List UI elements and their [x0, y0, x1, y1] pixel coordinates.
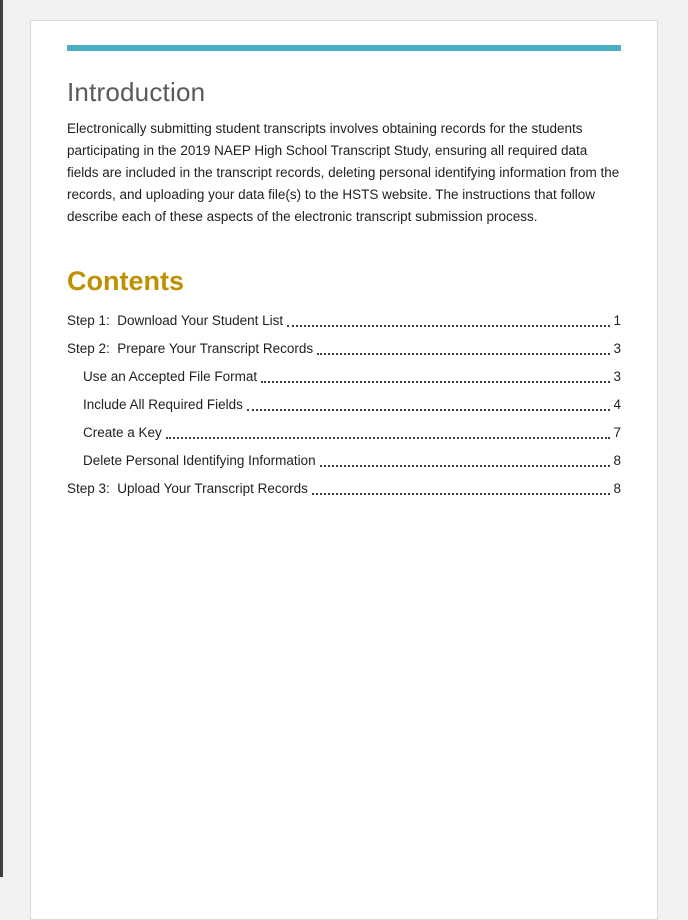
- toc-entry-label: Step 2: Prepare Your Transcript Records: [67, 341, 314, 356]
- toc-page-number: 8: [613, 481, 621, 496]
- toc-entry-label: Delete Personal Identifying Information: [83, 453, 316, 468]
- document-page: [30, 20, 658, 920]
- intro-paragraph: Electronically submitting student transcripts involves obtaining records for the students participating in the 2019 NAEP High School Transcript Study, ensuring all required data fields are included in the transcript records, deleting personal identifying information from the records, and uploading your data file(s) to the HSTS website. The instructions that follow describe each of these aspects of the electronic transcript submission process.: [67, 121, 620, 224]
- toc-entry-label: Create a Key: [83, 425, 162, 440]
- toc-dot-leader: [312, 493, 611, 495]
- toc-entry-step-1[interactable]: [67, 311, 621, 330]
- toc-dot-leader: [247, 409, 611, 411]
- toc-page-number: 3: [613, 369, 621, 384]
- toc-entry-label: Step 1: Download Your Student List: [67, 313, 284, 328]
- toc-page-number: 1: [613, 313, 621, 328]
- toc-dot-leader: [166, 437, 611, 439]
- toc-dot-leader: [320, 465, 611, 467]
- toc-dot-leader: [317, 353, 610, 355]
- toc-entry-accepted-file-format[interactable]: [67, 367, 621, 386]
- toc-entry-create-a-key[interactable]: [67, 423, 621, 442]
- toc-entry-delete-personal-info[interactable]: [67, 451, 621, 470]
- toc-entry-label: Step 3: Upload Your Transcript Records: [67, 481, 308, 496]
- accent-bar: [67, 45, 621, 51]
- toc-dot-leader: [261, 381, 610, 383]
- toc-page-number: 7: [613, 425, 621, 440]
- contents-heading: Contents: [67, 266, 184, 296]
- toc-entry-step-2[interactable]: [67, 339, 621, 358]
- intro-heading: Introduction: [67, 77, 206, 107]
- toc-page-number: 3: [613, 341, 621, 356]
- toc-page-number: 4: [613, 397, 621, 412]
- toc-page-number: 8: [613, 453, 621, 468]
- toc-entry-required-fields[interactable]: [67, 395, 621, 414]
- table-of-contents: [67, 311, 621, 498]
- toc-entry-label: Include All Required Fields: [83, 397, 243, 412]
- toc-dot-leader: [287, 325, 610, 327]
- window-left-edge: [0, 0, 3, 877]
- toc-entry-label: Use an Accepted File Format: [83, 369, 258, 384]
- toc-entry-step-3[interactable]: [67, 479, 621, 498]
